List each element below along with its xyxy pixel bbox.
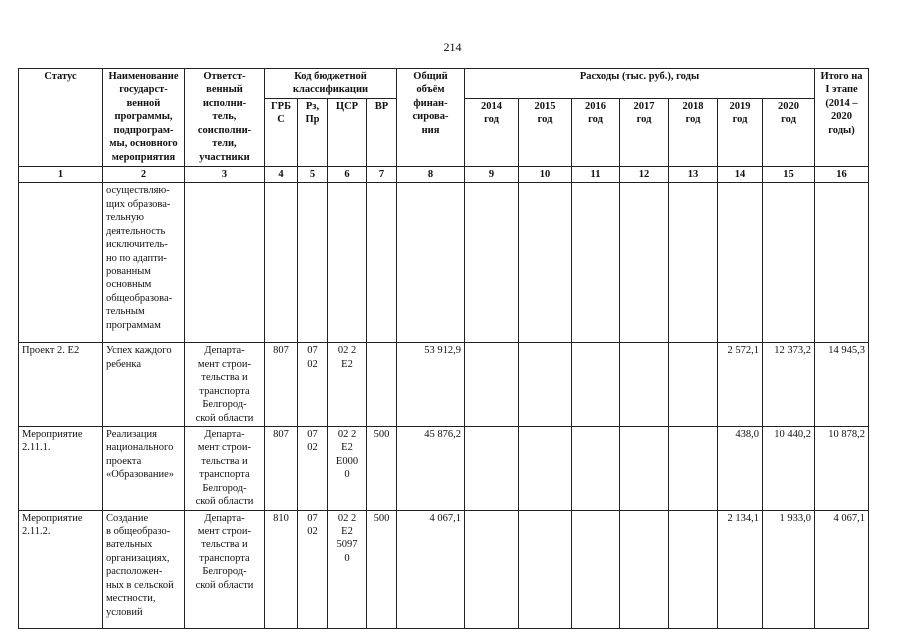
row-name: осуществляю- щих образова- тельную деятельность исключитель- но по адапти- рованным основным общеобразова- тельным программам	[103, 183, 185, 343]
row-csr: 02 2 Е2 5097 0	[328, 510, 367, 628]
row-stage-total: 10 878,2	[815, 426, 869, 510]
row-2016	[572, 183, 620, 343]
header-csr: ЦСР	[328, 98, 367, 166]
column-number-row	[19, 166, 869, 182]
row-total: 53 912,9	[397, 343, 465, 427]
row-grbs	[265, 183, 298, 343]
header-year-2016: 2016 год	[572, 98, 620, 166]
row-vr: 500	[367, 426, 397, 510]
row-rzpr: 07 02	[298, 343, 328, 427]
header-responsible: Ответст- венный исполни- тель, соисполни- тели, участники	[185, 69, 265, 167]
header-total-volume: Общий объём финан- сирова- ния	[397, 69, 465, 167]
row-status: Мероприятие 2.11.1.	[19, 426, 103, 510]
row-2017	[620, 426, 669, 510]
row-total	[397, 183, 465, 343]
row-2020: 10 440,2	[763, 426, 815, 510]
row-vr: 500	[367, 510, 397, 628]
column-number: 15	[763, 166, 815, 182]
header-vr: ВР	[367, 98, 397, 166]
column-number: 6	[328, 166, 367, 182]
row-status: Проект 2. Е2	[19, 343, 103, 427]
row-2020: 12 373,2	[763, 343, 815, 427]
column-number: 9	[465, 166, 519, 182]
row-2016	[572, 343, 620, 427]
column-number: 11	[572, 166, 620, 182]
row-grbs: 810	[265, 510, 298, 628]
row-rzpr: 07 02	[298, 426, 328, 510]
row-rzpr: 07 02	[298, 510, 328, 628]
header-expenses: Расходы (тыс. руб.), годы	[465, 69, 815, 99]
row-2019: 438,0	[718, 426, 763, 510]
header-year-2017: 2017 год	[620, 98, 669, 166]
page-number: 214	[443, 40, 462, 54]
column-number: 16	[815, 166, 869, 182]
header-status: Статус	[19, 69, 103, 167]
row-responsible	[185, 183, 265, 343]
row-2019: 2 572,1	[718, 343, 763, 427]
column-number: 12	[620, 166, 669, 182]
column-number: 4	[265, 166, 298, 182]
row-2014	[465, 343, 519, 427]
row-total: 45 876,2	[397, 426, 465, 510]
column-number: 13	[669, 166, 718, 182]
row-name: Реализация национального проекта «Образование»	[103, 426, 185, 510]
row-2017	[620, 183, 669, 343]
row-stage-total: 4 067,1	[815, 510, 869, 628]
column-number: 10	[519, 166, 572, 182]
row-responsible: Департа- мент строи- тельства и транспорта Белгород- ской области	[185, 426, 265, 510]
row-2015	[519, 343, 572, 427]
column-number: 3	[185, 166, 265, 182]
row-csr: 02 2 Е2 Е000 0	[328, 426, 367, 510]
row-name: Успех каждого ребенка	[103, 343, 185, 427]
column-number: 7	[367, 166, 397, 182]
row-status	[19, 183, 103, 343]
table-row	[19, 510, 869, 628]
header-budget-code: Код бюджетной классификации	[265, 69, 397, 99]
row-status: Мероприятие 2.11.2.	[19, 510, 103, 628]
row-2017	[620, 510, 669, 628]
header-grbs: ГРБ С	[265, 98, 298, 166]
table-row	[19, 183, 869, 343]
header-stage-total: Итого на I этапе (2014 – 2020 годы)	[815, 69, 869, 167]
column-number: 14	[718, 166, 763, 182]
row-rzpr	[298, 183, 328, 343]
row-2014	[465, 510, 519, 628]
column-number: 8	[397, 166, 465, 182]
column-number: 1	[19, 166, 103, 182]
row-2016	[572, 510, 620, 628]
column-number: 5	[298, 166, 328, 182]
row-2015	[519, 510, 572, 628]
header-rzpr: Рз, Пр	[298, 98, 328, 166]
row-2018	[669, 510, 718, 628]
row-2015	[519, 183, 572, 343]
row-stage-total	[815, 183, 869, 343]
row-2018	[669, 183, 718, 343]
row-2017	[620, 343, 669, 427]
row-grbs: 807	[265, 426, 298, 510]
column-number: 2	[103, 166, 185, 182]
row-vr	[367, 183, 397, 343]
header-year-2014: 2014 год	[465, 98, 519, 166]
row-2015	[519, 426, 572, 510]
row-2019	[718, 183, 763, 343]
row-responsible: Департа- мент строи- тельства и транспорта Белгород- ской области	[185, 343, 265, 427]
row-2018	[669, 426, 718, 510]
row-2020	[763, 183, 815, 343]
row-name: Создание в общеобразо- вательных организациях, расположен- ных в сельской местности, условий	[103, 510, 185, 628]
row-2018	[669, 343, 718, 427]
header-name: Наименование государст- венной программы, подпрограм- мы, основного мероприятия	[103, 69, 185, 167]
row-2020: 1 933,0	[763, 510, 815, 628]
table-row	[19, 426, 869, 510]
row-2016	[572, 426, 620, 510]
row-total: 4 067,1	[397, 510, 465, 628]
row-responsible: Департа- мент строи- тельства и транспорта Белгород- ской области	[185, 510, 265, 628]
row-stage-total: 14 945,3	[815, 343, 869, 427]
row-2019: 2 134,1	[718, 510, 763, 628]
header-year-2020: 2020 год	[763, 98, 815, 166]
row-csr	[328, 183, 367, 343]
row-grbs: 807	[265, 343, 298, 427]
table-row	[19, 343, 869, 427]
header-year-2018: 2018 год	[669, 98, 718, 166]
row-csr: 02 2 Е2	[328, 343, 367, 427]
row-vr	[367, 343, 397, 427]
budget-table	[18, 68, 869, 629]
header-year-2019: 2019 год	[718, 98, 763, 166]
row-2014	[465, 426, 519, 510]
header-year-2015: 2015 год	[519, 98, 572, 166]
row-2014	[465, 183, 519, 343]
